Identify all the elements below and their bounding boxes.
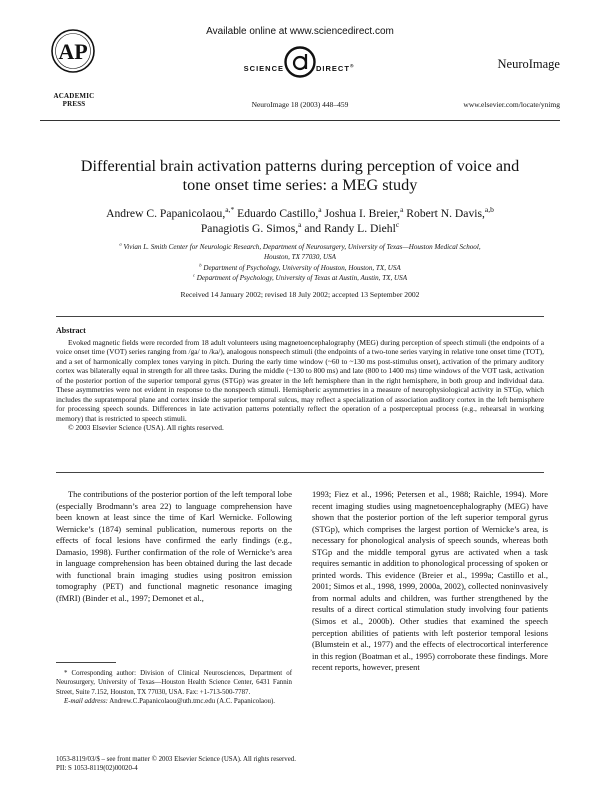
affiliation-sup: c (192, 272, 195, 278)
available-online-notice: Available online at www.sciencedirect.com (206, 26, 394, 37)
author-davis: Robert N. Davis, (403, 207, 485, 220)
sciencedirect-logo (210, 40, 390, 84)
sd-right-word (316, 64, 390, 73)
author-list (60, 206, 540, 236)
sciencedirect-at-icon (284, 40, 316, 84)
journal-website-link[interactable]: www.elsevier.com/locate/ynimg (463, 100, 560, 109)
academic-press-logo-icon (50, 28, 96, 74)
abstract-heading: Abstract (56, 326, 86, 335)
affiliation-text: Department of Psychology, University of Houston, Houston, TX, USA (201, 264, 401, 272)
issn-block (56, 755, 536, 774)
journal-citation: NeuroImage 18 (2003) 448–459 (251, 100, 349, 109)
email-address-link[interactable]: Andrew.C.Papanicolaou@uth.tmc.edu (A.C. Papanicolaou). (107, 697, 275, 705)
email-label: E-mail address: (64, 697, 108, 705)
article-title: Differential brain activation patterns during perception of voice and tone onset time series: a MEG study (80, 157, 520, 194)
author-line-2 (60, 221, 540, 236)
affiliation-text: Department of Psychology, University of Texas at Austin, Austin, TX, USA (194, 274, 408, 282)
pii-line: PII: S 1053-8119(02)00020-4 (56, 765, 138, 773)
affiliation-a-line2 (60, 253, 540, 262)
author-castillo: Eduardo Castillo, (234, 207, 319, 220)
header-divider (40, 120, 560, 121)
abstract-body (56, 338, 544, 433)
received-dates: Received 14 January 2002; revised 18 July 2002; accepted 13 September 2002 (180, 290, 420, 299)
affiliation-b (60, 264, 540, 273)
logo-lettering: AP (58, 39, 88, 64)
body-column-left (56, 489, 292, 604)
sd-trademark: ® (349, 64, 355, 70)
abstract-top-rule (56, 316, 544, 317)
author-diehl: and Randy L. Diehl (301, 222, 396, 235)
affiliation-text: Houston, TX 77030, USA (264, 253, 336, 261)
abstract-copyright: © 2003 Elsevier Science (USA). All rights reserved. (68, 423, 224, 433)
footnote-email (56, 697, 292, 706)
body-column-right (312, 489, 548, 674)
sd-left-word: SCIENCE (243, 64, 284, 73)
author-sup: a,* (225, 205, 235, 215)
author-sup: a (318, 205, 322, 215)
author-line-1 (60, 206, 540, 221)
issn-line: 1053-8119/03/$ – see front matter © 2003 Elsevier Science (USA). All rights reserved. (56, 756, 296, 763)
author-papanicolaou: Andrew C. Papanicolaou, (106, 207, 226, 220)
footnote-rule (56, 662, 116, 663)
body-paragraph: The contributions of the posterior portion of the left temporal lobe (especially Brodmann’s area 22) to language comprehension have been known at least since the time of Karl Wernicke. Following Wernicke’s (1874) seminal publication, numerous reports on the effects of focal lesions have confirmed the early findings (e.g., Damasio, 1998). Further confirmation of the role of Wernicke’s area in language comprehension has been obtained during the last decade with functional brain imaging studies using positron emission tomography (PET) and functional magnetic resonance imaging (fMRI) (Binder et al., 1997; Demonet et al., (56, 489, 292, 603)
corresponding-author-footnote (56, 669, 292, 706)
footnote-corresponding: * Corresponding author: Division of Clinical Neurosciences, Department of Neurosurgery, University of Texas—Houston Health Science Center, 6431 Fannin Street, Suite 7.152, Houston, TX 77030, USA. Fax: +1-713-500-7787. (56, 670, 292, 696)
affiliation-c (60, 274, 540, 283)
publisher-name-line2: PRESS (62, 100, 86, 108)
abstract-text: Evoked magnetic fields were recorded from 18 adult volunteers using magnetoencephalography (MEG) during perception of speech stimuli (the endpoints of a voice onset time (VOT) series ranging from /ga/ to /ka/), analogous nonspeech stimuli (the endpoints of a two-tone series varying in relative tone onset time (TOT), and a set of harmonically complex tones varying in pitch. During the early time window (~60 to ~130 ms post-stimulus onset), activation of the primary auditory cortex was bilaterally equal in strength for all three tasks. During the middle (~130 to 800 ms) and late (800 to 1400 ms) time windows of the VOT task, activation of the posterior portion of the superior temporal gyrus (STGp) was greater in the left hemisphere than in the right hemisphere, in both group and individual data. These asymmetries were not evident in response to the nonspeech stimuli. Hemispheric asymmetries in a measure of neurophysiological activity in STGp, which includes the supratemporal plane and cortex inside the superior temporal sulcus, may reflect a specialization of association auditory cortex in the left hemisphere for processing speech sounds. Differences in late activation patterns potentially reflect the operation of a postperceptual process (e.g., rehearsal in working memory) that is restricted to speech stimuli. (56, 338, 544, 423)
author-sup: c (395, 220, 400, 230)
author-simos: Panagiotis G. Simos, (200, 222, 299, 235)
affiliation-sup: b (199, 262, 202, 268)
author-sup: a,b (484, 205, 494, 215)
author-sup: a (400, 205, 404, 215)
affiliation-a-line1 (60, 243, 540, 252)
publisher-name (38, 92, 110, 108)
author-breier: Joshua I. Breier, (321, 207, 401, 220)
affiliation-sup: a (119, 241, 122, 247)
body-paragraph: 1993; Fiez et al., 1996; Petersen et al., 1988; Raichle, 1994). More recent imaging studies using magnetoencephalography (MEG) have shown that the posterior portion of the left superior temporal gyrus (STGp), which comprises the largest portion of Wernicke’s area, is necessary for phonological analysis of speech sounds, whereas both STGp and the middle temporal gyrus are activated when a task requires semantic in addition to phonological processing of spoken or printed words. This evidence (Breier et al., 1999a; Castillo et al., 2001; Simos et al., 1998, 1999, 2000a, 2002), collected noninvasively from normal adults and children, was further strengthened by the results of a direct cortical stimulation study involving four patients (Simos et al., 2000b). Other studies that examined the speech perception abilities of patients with left posterior temporal lesions (Blumstein et al., 1977) and the effects of electrocortical interference in this region (Boatman et al., 1995) corroborate these findings. More recent reports, however, present (312, 489, 548, 673)
publisher-name-line1: ACADEMIC (53, 92, 95, 100)
author-sup: a (298, 220, 302, 230)
publisher-logo (50, 28, 96, 74)
affiliation-text: Vivian L. Smith Center for Neurologic Research, Department of Neurosurgery, University of Texas—Houston Medical School, (121, 243, 481, 251)
sd-right-label: DIRECT (316, 64, 350, 73)
journal-name: NeuroImage (497, 57, 560, 71)
abstract-bottom-rule (56, 472, 544, 473)
